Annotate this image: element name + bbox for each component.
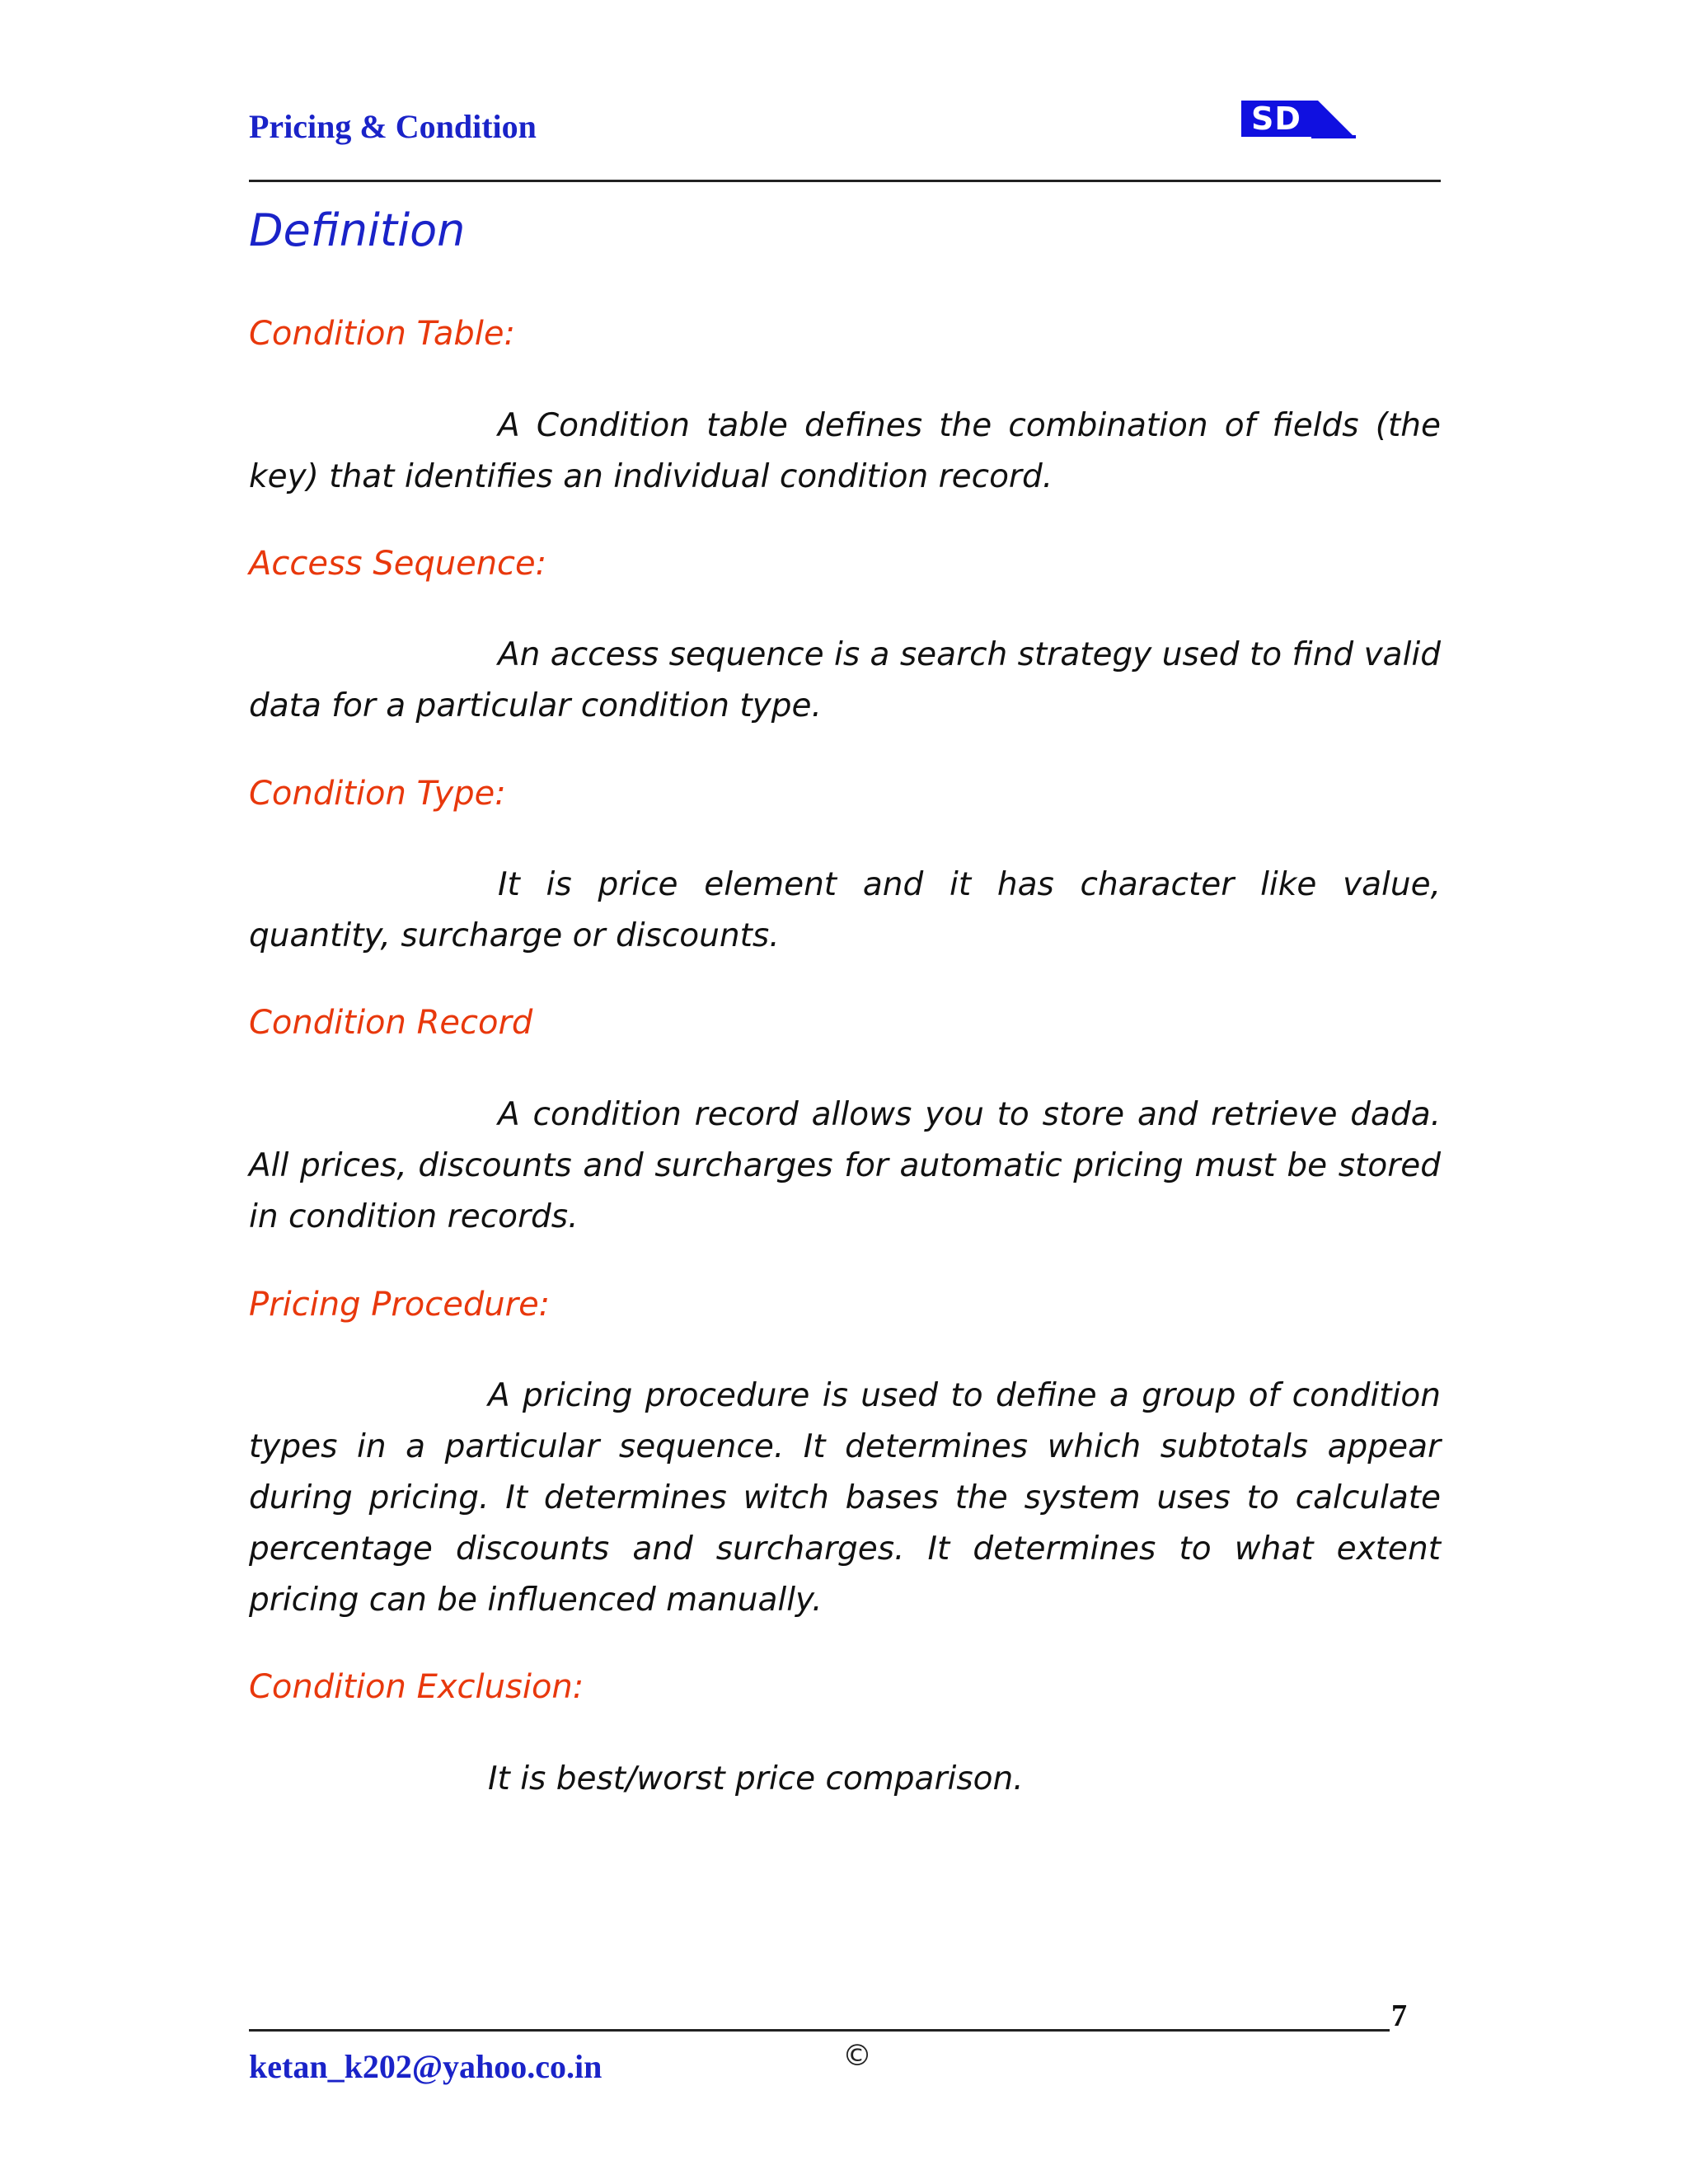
header-title: Pricing & Condition — [249, 108, 537, 145]
section-text-condition-table — [249, 401, 1441, 503]
header-divider — [249, 180, 1441, 182]
section-text-pricing-procedure — [249, 1371, 1441, 1626]
sd-logo-wedge-icon — [1311, 97, 1356, 140]
section-text: It is price element and it has character like value, quantity, surcharge or discounts. — [249, 866, 1441, 954]
section-title-condition-table: Condition Table: — [249, 315, 515, 353]
copyright-icon: © — [842, 2039, 872, 2073]
footer-divider — [249, 2029, 1390, 2032]
section-text: It is best/worst price comparison. — [488, 1760, 1024, 1797]
section-title-condition-exclusion: Condition Exclusion: — [249, 1668, 584, 1706]
section-text-condition-record — [249, 1090, 1441, 1243]
page-heading: Definition — [249, 204, 466, 256]
section-text: A condition record allows you to store and retrieve dada. All prices, discounts and surcharges for automatic pricing must be stored in condition records. — [249, 1096, 1441, 1235]
section-title-access-sequence: Access Sequence: — [249, 545, 547, 583]
section-text-access-sequence — [249, 630, 1441, 732]
section-text: An access sequence is a search strategy used to find valid data for a particular condition type. — [249, 636, 1441, 724]
page-number: 7 — [1391, 1999, 1407, 2033]
section-title-condition-record: Condition Record — [249, 1004, 533, 1042]
section-title-pricing-procedure: Pricing Procedure: — [249, 1286, 551, 1324]
section-text-condition-exclusion — [249, 1754, 1441, 1805]
section-text: A pricing procedure is used to define a group of condition types in a particular sequence. It determines which subtotals appear during pricing. It determines witch bases the system uses to calculate percentage discounts and surcharges. It determines to what extent pricing can be influenced manually. — [249, 1377, 1441, 1619]
sd-logo-text: SD — [1241, 101, 1311, 137]
section-title-condition-type: Condition Type: — [249, 775, 506, 813]
sd-logo — [1241, 97, 1357, 143]
section-text-condition-type — [249, 860, 1441, 962]
section-text: A Condition table defines the combination of fields (the key) that identifies an individual condition record. — [249, 407, 1441, 495]
footer-email: ketan_k202@yahoo.co.in — [249, 2048, 603, 2085]
